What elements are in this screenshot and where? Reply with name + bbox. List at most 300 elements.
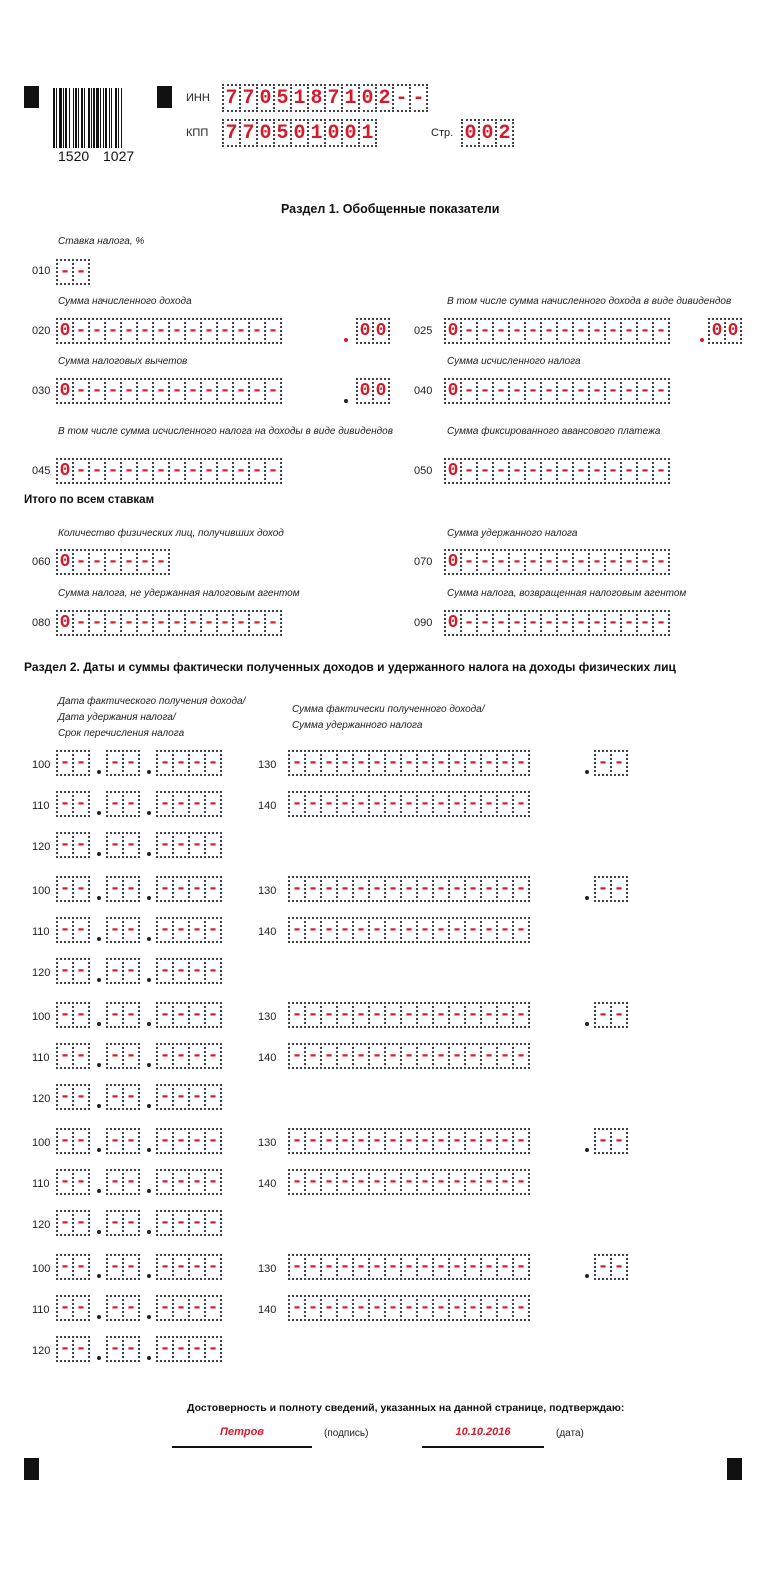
char-cell: - [120, 378, 138, 404]
char-cell: - [184, 610, 202, 636]
char-cell: - [480, 1128, 498, 1154]
date-separator-dot [97, 1022, 101, 1026]
char-cell: 7 [239, 119, 258, 147]
char-cell: - [248, 610, 266, 636]
date-day-field[interactable] [56, 1210, 88, 1236]
char-cell: - [172, 1128, 190, 1154]
char-cell: - [594, 1254, 612, 1280]
date-month-field[interactable] [106, 917, 138, 943]
date-month-field[interactable] [106, 750, 138, 776]
f025-field[interactable] [444, 318, 668, 344]
income-sum-field[interactable] [288, 1254, 528, 1280]
char-cell: - [636, 318, 654, 344]
char-cell: - [512, 876, 530, 902]
char-cell: - [620, 549, 638, 575]
char-cell: - [104, 610, 122, 636]
date-month-field[interactable] [106, 1002, 138, 1028]
date-year-field[interactable] [156, 958, 220, 984]
char-cell: - [480, 1002, 498, 1028]
date-separator-dot [97, 896, 101, 900]
char-cell: 0 [372, 318, 390, 344]
char-cell: - [72, 958, 90, 984]
income-sum-field[interactable] [288, 1128, 528, 1154]
date-year-field[interactable] [156, 1128, 220, 1154]
char-cell: - [604, 458, 622, 484]
char-cell: - [188, 1128, 206, 1154]
char-cell: - [416, 917, 434, 943]
tax-sum-field[interactable] [288, 1043, 528, 1069]
char-cell: - [104, 378, 122, 404]
f060-field[interactable] [56, 549, 168, 575]
char-cell: - [172, 1169, 190, 1195]
char-cell: - [184, 458, 202, 484]
income-sum-fraction[interactable] [594, 750, 626, 776]
char-cell: - [304, 1169, 322, 1195]
date-month-field[interactable] [106, 1084, 138, 1110]
char-cell: - [464, 1002, 482, 1028]
char-cell: - [56, 750, 74, 776]
char-cell: - [368, 750, 386, 776]
char-cell: - [464, 791, 482, 817]
char-cell: - [56, 832, 74, 858]
date-separator-dot [147, 978, 151, 982]
char-cell: - [496, 1043, 514, 1069]
char-cell: - [524, 458, 542, 484]
sec2-code-100: 100 [32, 885, 51, 897]
tax-sum-field[interactable] [288, 917, 528, 943]
char-cell: 1 [341, 84, 360, 112]
char-cell: - [588, 549, 606, 575]
char-cell: - [106, 1210, 124, 1236]
char-cell: - [524, 549, 542, 575]
char-cell: - [320, 876, 338, 902]
date-separator-dot [147, 770, 151, 774]
char-cell: 2 [495, 119, 514, 147]
char-cell: - [368, 1169, 386, 1195]
f070-code: 070 [414, 556, 433, 568]
date-caption: (дата) [556, 1428, 584, 1439]
char-cell: - [432, 1002, 450, 1028]
f025-code: 025 [414, 325, 433, 337]
char-cell: - [288, 1043, 306, 1069]
char-cell: - [594, 1128, 612, 1154]
date-year-field[interactable] [156, 1210, 220, 1236]
date-month-field[interactable] [106, 958, 138, 984]
char-cell: - [88, 318, 106, 344]
char-cell: - [320, 1002, 338, 1028]
date-year-field[interactable] [156, 1254, 220, 1280]
sec2-code-130: 130 [258, 1137, 277, 1149]
date-separator-dot [147, 1315, 151, 1319]
char-cell: - [588, 378, 606, 404]
income-sum-fraction[interactable] [594, 876, 626, 902]
char-cell: - [156, 917, 174, 943]
char-cell: - [216, 378, 234, 404]
char-cell: 1 [290, 84, 309, 112]
char-cell: - [72, 1254, 90, 1280]
char-cell: - [480, 1169, 498, 1195]
char-cell: - [106, 1084, 124, 1110]
date-year-field[interactable] [156, 917, 220, 943]
date-separator-dot [147, 896, 151, 900]
char-cell: - [496, 1128, 514, 1154]
date-separator-dot [97, 937, 101, 941]
f010-field[interactable] [56, 259, 88, 285]
sec2-code-120: 120 [32, 1219, 51, 1231]
sec2-code-110: 110 [32, 1178, 50, 1190]
date-day-field[interactable] [56, 1002, 88, 1028]
char-cell: - [524, 318, 542, 344]
char-cell: - [496, 791, 514, 817]
sec2-code-130: 130 [258, 759, 277, 771]
section2-title: Раздел 2. Даты и суммы фактически полученных доходов и удержанного налога на доходы физических лиц [24, 660, 676, 674]
date-year-field[interactable] [156, 876, 220, 902]
income-sum-fraction[interactable] [594, 1128, 626, 1154]
date-month-field[interactable] [106, 1043, 138, 1069]
date-day-field[interactable] [56, 876, 88, 902]
char-cell: - [556, 318, 574, 344]
f040-code: 040 [414, 385, 433, 397]
date-day-field[interactable] [56, 917, 88, 943]
tax-sum-field[interactable] [288, 791, 528, 817]
income-sum-fraction[interactable] [594, 1254, 626, 1280]
char-cell: - [248, 458, 266, 484]
char-cell: - [72, 1210, 90, 1236]
date-month-field[interactable] [106, 876, 138, 902]
char-cell: - [492, 458, 510, 484]
date-year-field[interactable] [156, 1002, 220, 1028]
f010-label: Ставка налога, % [58, 236, 145, 247]
f010-code: 010 [32, 265, 51, 277]
date-day-field[interactable] [56, 1254, 88, 1280]
page-number-field[interactable] [461, 119, 512, 145]
char-cell: - [188, 1084, 206, 1110]
date-year-field[interactable] [156, 832, 220, 858]
char-cell: - [232, 318, 250, 344]
char-cell: - [540, 318, 558, 344]
char-cell: - [248, 378, 266, 404]
sec2-code-120: 120 [32, 1093, 51, 1105]
char-cell: - [610, 1002, 628, 1028]
char-cell: - [508, 458, 526, 484]
signature-value[interactable]: Петров [220, 1426, 264, 1438]
f045-label: В том числе сумма исчисленного налога на доходы в виде дивидендов [58, 426, 393, 437]
char-cell: - [72, 1084, 90, 1110]
char-cell: 0 [324, 119, 343, 147]
char-cell: - [448, 1043, 466, 1069]
tax-sum-field[interactable] [288, 1169, 528, 1195]
char-cell: - [184, 378, 202, 404]
char-cell: - [264, 610, 282, 636]
sec2-code-110: 110 [32, 926, 50, 938]
char-cell: - [416, 1295, 434, 1321]
char-cell: - [72, 791, 90, 817]
char-cell: - [288, 1002, 306, 1028]
char-cell: - [304, 791, 322, 817]
char-cell: - [106, 917, 124, 943]
char-cell: - [512, 750, 530, 776]
date-day-field[interactable] [56, 832, 88, 858]
f020-fraction[interactable] [356, 318, 388, 344]
f080-field[interactable] [56, 610, 280, 636]
char-cell: - [572, 318, 590, 344]
date-separator-dot [147, 852, 151, 856]
income-sum-field[interactable] [288, 750, 528, 776]
char-cell: - [480, 1043, 498, 1069]
char-cell: - [122, 1002, 140, 1028]
char-cell: - [188, 1336, 206, 1362]
char-cell: - [204, 1084, 222, 1110]
date-month-field[interactable] [106, 1128, 138, 1154]
char-cell: - [464, 917, 482, 943]
char-cell: - [476, 610, 494, 636]
date-day-field[interactable] [56, 791, 88, 817]
date-day-field[interactable] [56, 1128, 88, 1154]
char-cell: - [336, 750, 354, 776]
f090-code: 090 [414, 617, 433, 629]
sec2-code-100: 100 [32, 1263, 51, 1275]
char-cell: - [448, 1254, 466, 1280]
char-cell: - [496, 1295, 514, 1321]
char-cell: - [496, 1169, 514, 1195]
sum-label-line1: Сумма фактически полученного дохода/ [292, 704, 485, 715]
date-day-field[interactable] [56, 1043, 88, 1069]
date-month-field[interactable] [106, 791, 138, 817]
char-cell: - [120, 549, 138, 575]
char-cell: - [496, 876, 514, 902]
f060-label: Количество физических лиц, получивших доход [58, 528, 284, 539]
date-separator-dot [147, 811, 151, 815]
char-cell: - [188, 917, 206, 943]
tax-sum-field[interactable] [288, 1295, 528, 1321]
char-cell: 0 [356, 318, 374, 344]
date-day-field[interactable] [56, 1084, 88, 1110]
date-year-field[interactable] [156, 791, 220, 817]
char-cell: - [400, 1002, 418, 1028]
char-cell: - [384, 876, 402, 902]
sec2-code-140: 140 [258, 1304, 277, 1316]
inn-field[interactable] [222, 84, 426, 110]
sum-decimal-dot [585, 1274, 589, 1278]
char-cell: - [204, 1254, 222, 1280]
section1-title: Раздел 1. Обобщенные показатели [281, 202, 500, 216]
date-month-field[interactable] [106, 1254, 138, 1280]
char-cell: - [620, 378, 638, 404]
char-cell: - [200, 610, 218, 636]
char-cell: 0 [461, 119, 480, 147]
char-cell: - [409, 84, 428, 112]
char-cell: - [288, 750, 306, 776]
char-cell: - [432, 917, 450, 943]
date-day-field[interactable] [56, 750, 88, 776]
char-cell: - [304, 1002, 322, 1028]
f020-field[interactable] [56, 318, 280, 344]
char-cell: - [72, 832, 90, 858]
char-cell: 8 [307, 84, 326, 112]
date-month-field[interactable] [106, 1210, 138, 1236]
char-cell: - [620, 610, 638, 636]
char-cell: 0 [256, 119, 275, 147]
char-cell: - [636, 549, 654, 575]
char-cell: - [122, 1254, 140, 1280]
char-cell: - [106, 1128, 124, 1154]
char-cell: - [204, 1210, 222, 1236]
f050-field[interactable] [444, 458, 668, 484]
char-cell: - [172, 1295, 190, 1321]
char-cell: - [416, 1002, 434, 1028]
char-cell: - [288, 1254, 306, 1280]
char-cell: - [122, 1084, 140, 1110]
date-year-field[interactable] [156, 1084, 220, 1110]
f030-code: 030 [32, 385, 51, 397]
char-cell: - [72, 876, 90, 902]
char-cell: - [400, 1128, 418, 1154]
char-cell: - [172, 832, 190, 858]
char-cell: - [156, 1169, 174, 1195]
char-cell: - [400, 1254, 418, 1280]
char-cell: - [204, 750, 222, 776]
char-cell: - [264, 318, 282, 344]
char-cell: - [304, 917, 322, 943]
char-cell: - [156, 832, 174, 858]
char-cell: - [204, 958, 222, 984]
char-cell: - [416, 750, 434, 776]
char-cell: - [56, 1336, 74, 1362]
corner-marker-top-mid [157, 86, 172, 108]
char-cell: - [352, 1169, 370, 1195]
char-cell: 0 [341, 119, 360, 147]
date-month-field[interactable] [106, 1169, 138, 1195]
page-label: Стр. [431, 127, 454, 139]
char-cell: - [492, 318, 510, 344]
f080-code: 080 [32, 617, 51, 629]
date-separator-dot [97, 1230, 101, 1234]
char-cell: - [352, 917, 370, 943]
char-cell: 0 [444, 610, 462, 636]
date-year-field[interactable] [156, 750, 220, 776]
date-separator-dot [97, 852, 101, 856]
f030-fraction[interactable] [356, 378, 388, 404]
barcode-left-number: 1520 [58, 148, 90, 164]
char-cell: - [368, 1254, 386, 1280]
char-cell: - [188, 750, 206, 776]
char-cell: 0 [478, 119, 497, 147]
char-cell: - [448, 1295, 466, 1321]
f040-field[interactable] [444, 378, 668, 404]
f045-field[interactable] [56, 458, 280, 484]
char-cell: - [188, 876, 206, 902]
char-cell: 0 [724, 318, 742, 344]
date-day-field[interactable] [56, 1169, 88, 1195]
date-month-field[interactable] [106, 832, 138, 858]
char-cell: - [352, 876, 370, 902]
char-cell: - [106, 832, 124, 858]
char-cell: 0 [56, 610, 74, 636]
sec2-code-140: 140 [258, 1178, 277, 1190]
char-cell: - [320, 791, 338, 817]
char-cell: - [352, 791, 370, 817]
char-cell: - [136, 318, 154, 344]
f070-field[interactable] [444, 549, 668, 575]
date-month-field[interactable] [106, 1295, 138, 1321]
f025-fraction[interactable] [708, 318, 740, 344]
date-value[interactable]: 10.10.2016 [455, 1426, 511, 1438]
char-cell: - [204, 917, 222, 943]
char-cell: - [464, 1043, 482, 1069]
sec2-code-130: 130 [258, 885, 277, 897]
date-month-field[interactable] [106, 1336, 138, 1362]
char-cell: 0 [444, 378, 462, 404]
char-cell: - [336, 1043, 354, 1069]
char-cell: - [156, 1002, 174, 1028]
char-cell: - [464, 1295, 482, 1321]
char-cell: - [56, 1128, 74, 1154]
char-cell: - [352, 1295, 370, 1321]
date-year-field[interactable] [156, 1043, 220, 1069]
char-cell: - [188, 1043, 206, 1069]
char-cell: - [556, 549, 574, 575]
char-cell: - [56, 1254, 74, 1280]
date-separator-dot [97, 1148, 101, 1152]
char-cell: - [508, 549, 526, 575]
char-cell: 0 [56, 378, 74, 404]
char-cell: - [72, 917, 90, 943]
char-cell: - [288, 917, 306, 943]
char-cell: 0 [708, 318, 726, 344]
sec2-code-110: 110 [32, 1052, 50, 1064]
char-cell: - [400, 1043, 418, 1069]
char-cell: - [636, 378, 654, 404]
income-sum-field[interactable] [288, 1002, 528, 1028]
income-sum-fraction[interactable] [594, 1002, 626, 1028]
income-sum-field[interactable] [288, 876, 528, 902]
char-cell: - [496, 750, 514, 776]
char-cell: - [136, 378, 154, 404]
char-cell: - [508, 378, 526, 404]
date-year-field[interactable] [156, 1336, 220, 1362]
char-cell: - [610, 750, 628, 776]
date-year-field[interactable] [156, 1295, 220, 1321]
char-cell: - [232, 458, 250, 484]
char-cell: - [604, 318, 622, 344]
kpp-label: КПП [186, 127, 209, 139]
char-cell: - [200, 318, 218, 344]
char-cell: - [496, 1002, 514, 1028]
f090-field[interactable] [444, 610, 668, 636]
char-cell: - [172, 1084, 190, 1110]
char-cell: - [368, 917, 386, 943]
char-cell: - [636, 610, 654, 636]
char-cell: - [172, 1002, 190, 1028]
char-cell: - [106, 791, 124, 817]
char-cell: - [204, 1336, 222, 1362]
date-day-field[interactable] [56, 1295, 88, 1321]
char-cell: - [400, 917, 418, 943]
char-cell: - [104, 458, 122, 484]
date-year-field[interactable] [156, 1169, 220, 1195]
char-cell: 0 [444, 458, 462, 484]
sec2-code-140: 140 [258, 926, 277, 938]
date-day-field[interactable] [56, 1336, 88, 1362]
char-cell: - [336, 1169, 354, 1195]
char-cell: - [320, 1254, 338, 1280]
char-cell: - [104, 318, 122, 344]
date-day-field[interactable] [56, 958, 88, 984]
kpp-field[interactable] [222, 119, 375, 145]
char-cell: 0 [356, 378, 374, 404]
char-cell: - [168, 458, 186, 484]
f030-field[interactable] [56, 378, 280, 404]
